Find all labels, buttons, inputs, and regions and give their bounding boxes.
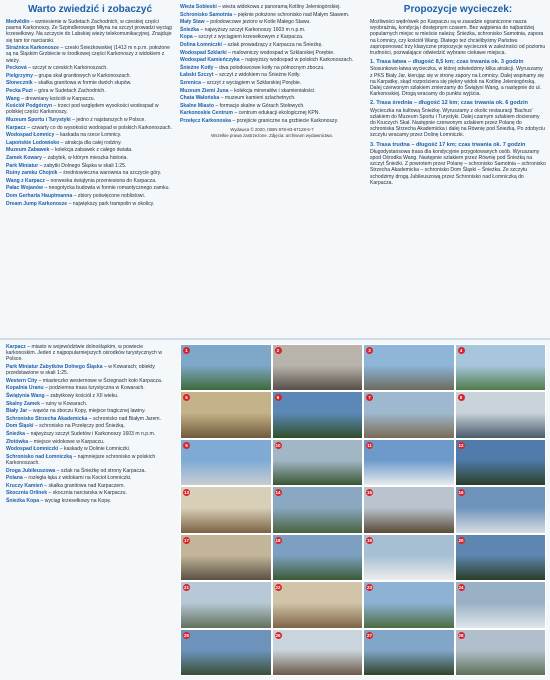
attraction-description: – szczyt w czeskich Karkonoszach. [28,65,108,72]
attraction-name: Strażnica Karkonosze [6,45,61,52]
attraction-name: Kościół Podgórzyn [6,103,54,110]
attraction-name: Karpacz [6,344,28,350]
attraction-photo [272,344,364,391]
photo-number-badge: 11 [367,442,372,448]
attraction-name: Złotówka [6,438,30,445]
attraction-photo [272,486,364,533]
attractions-column-1 [6,4,174,334]
attraction-description: – szczyt z wyciągiem krzesełkowym z Karpacza. [194,34,304,41]
attraction-item [180,57,364,63]
route-description: Długodystansowa trasa dla kondycyjnie przygotowanych osób. Wyruszamy spod Ośrodka Wang. Następnie szlakiem przez Równię pod Śnieżką na szczyt Śnieżki. Z powrotem przez Polanę – schronisko Samotnia – schronisko Strzecha Akademicka – schronisko Dom Śląski – Śnieżka. Ze szczytu schodzimy drogą Jubileuszową przez Schronisko nad Łomniczką do Karpacza. [370,148,546,186]
attraction-name: Kopalnia Uranu [6,385,46,392]
attraction-photo [455,629,547,676]
attraction-photo [272,534,364,581]
attraction-name: Wodospad Szklarki [180,49,229,56]
attraction-item [6,178,174,184]
attraction-photo [180,534,272,581]
photo-number-badge: 6 [275,394,282,401]
attraction-name: Skalny Zamek [6,400,42,407]
attraction-description: – góra w Sudetach Zachodnich. [34,87,106,94]
attraction-description: – najwyższy wodospad w polskich Karkonoszach. [241,57,354,64]
attraction-item [6,185,174,191]
attraction-photo [180,486,272,533]
attraction-photo [363,391,455,438]
attraction-item [6,431,174,437]
trip-intro: Możliwości wędrówek po Karpaczu są w zasadzie ograniczone nasza wyobraźnią, kondycją i dostępnym czasem. Bez wątpienia do najbardziej popularnych miejsc w mieście należą: Śnieżka, schronisko Samotnia, zapora na Łomnicy, czy kościół Wang. Dlatego też chcielibyśmy Państwu zaproponować trzy klasyczne propozycje wycieczek w zależności od poziomu trudności, pozwalające odwiedzić wybrane ciekawe miejsca. [370,19,546,57]
photo-grid [180,344,546,676]
attraction-photo [363,534,455,581]
attraction-name: Western City [6,377,39,384]
photo-number-badge: 4 [458,347,465,354]
attraction-description: – centrum edukacji ekologicznej KPN. [234,110,320,117]
attraction-name: Mały Staw [180,19,207,26]
attraction-photo [180,629,272,676]
attraction-description: – formacje skalne w Górach Stołowych. [215,102,305,109]
attraction-item [6,408,174,414]
attraction-name: Karkonoskie Centrum [180,110,235,117]
attraction-item [180,42,364,48]
attraction-photo [455,391,547,438]
attraction-description: – czwarty co do wysokości wodospad w polskich Karkonoszach. [27,124,172,131]
attraction-description: – trzeci pod względem wysokości wodospad w polskiej części Karkonoszy. [6,103,159,116]
attraction-description: – przejście graniczne na grzbiecie Karkonoszy. [232,117,339,124]
attraction-name: Biały Jar [6,408,29,415]
photo-number-badge: 25 [183,632,189,638]
attraction-description: – skocznia narciarska w Karpaczu. [48,490,127,497]
attraction-name: Chata Walońska [180,95,221,102]
photo-number-badge: 12 [458,442,464,448]
attraction-description: – kaskady w Dolinie Łomniczki. [59,446,131,453]
attraction-item [6,490,174,496]
attractions-heading: Warto zwiedzić i zobaczyć [27,4,153,15]
attraction-name: Wodospad Łomniczki [6,446,60,453]
attraction-description: – szczyt z wyciągiem w Szklarskiej Porębie. [202,79,302,86]
attraction-photo [455,486,547,533]
attraction-name: Pecková [6,65,29,72]
attraction-item [6,344,174,363]
attraction-item [6,498,174,504]
attraction-description: – zabytek, w którym mieszka historia. [43,154,128,161]
attraction-name: Dream Jump Karkonosze [6,200,69,207]
attraction-description: – ruiny w Kowarach. [41,400,88,407]
attraction-item [6,170,174,176]
publisher-footer [180,127,364,138]
attraction-item [6,475,174,481]
attraction-name: Pielgrzymy [6,72,35,79]
attraction-item [180,27,364,33]
attraction-photo [455,581,547,628]
attraction-item [6,423,174,429]
attraction-description: – miasteczko westernowe w Ściegnach koło Karpacza. [38,377,163,384]
attraction-name: Ruiny zamku Chojnik [6,170,59,177]
photo-number-badge: 26 [275,632,281,638]
photo-number-badge: 5 [183,394,190,401]
attraction-item [6,117,174,123]
attraction-name: Wang [6,95,22,102]
attractions-column-2 [180,4,364,334]
attraction-description: – polodowcowe jezioro w Kotle Małego Stawu. [206,19,311,26]
photo-number-badge: 22 [275,585,281,591]
attraction-photo [455,344,547,391]
attraction-description: – miejsce widokowe w Karpaczu. [29,438,105,445]
attraction-photo [180,581,272,628]
attraction-item [6,132,174,138]
attraction-photo [272,629,364,676]
photo-number-badge: 7 [366,394,373,401]
attraction-item [180,34,364,40]
attraction-item [6,364,174,376]
attraction-item [180,95,364,101]
photo-number-badge: 15 [366,490,372,496]
attraction-photo [363,439,455,486]
attraction-name: Muzeum Ziemi Juna [180,87,230,94]
attraction-description: – dwa polodowcowe kotły na północnym zboczu. [214,64,325,71]
attraction-description: – kaskada na rzece Łomnicy. [55,132,122,139]
attraction-photo [455,439,547,486]
attraction-description: – muzeum kamieni szlachetnych. [220,95,296,102]
photo-number-badge: 3 [366,347,373,354]
photo-number-badge: 10 [275,442,281,448]
photo-number-badge: 8 [458,394,465,401]
attraction-name: Wang z Karpacz [6,177,47,184]
attraction-description: – zbiory poświęcone noblistowi. [73,192,146,199]
attraction-photo [363,581,455,628]
attraction-item [6,163,174,169]
attraction-description: – kolekcja minerałów i skamieniałości. [229,87,316,94]
attraction-description: – schronisko na Przełęczy pod Śnieżką. [34,423,125,430]
attraction-photo [363,344,455,391]
route-title: 2. Trasa średnia – długość 12 km; czas trwania ok. 6 godzin [370,100,528,107]
attraction-name: Schronisko Strzecha Akademicka [6,415,89,422]
attraction-name: Szrenica [180,79,203,86]
attraction-description: – wąwóz na zboczu Kopy, miejsce tragicznej lawiny. [28,408,146,415]
attraction-item [180,19,364,25]
photo-number-badge: 27 [366,632,372,638]
attractions-column-4 [6,344,174,676]
attraction-description: – średniowieczna warownia na szczycie góry. [58,170,162,177]
attraction-item [6,19,174,44]
attraction-name: Pałac Wojanów [6,185,45,192]
attractions-list-continued [180,4,364,124]
attraction-photo [272,581,364,628]
photo-number-badge: 20 [458,537,464,543]
attraction-item [6,96,174,102]
attraction-photo [455,534,547,581]
attraction-photo [180,344,272,391]
attraction-description: – atrakcja dla całej rodziny. [60,139,122,146]
attraction-item [6,193,174,199]
attraction-name: Śnieżka Kopa [6,497,41,504]
attraction-description: – wyciąg krzesełkowy na Kopę. [40,497,112,504]
route-title: 1. Trasa łatwa – długość 8,5 km; czas trwania ok. 3 godzin [370,59,524,66]
attraction-name: Park Miniatur Zabytków Dolnego Śląska [6,364,104,370]
attraction-description: – schronisko nad Białym Jarem. [88,415,161,422]
attraction-item [6,88,174,94]
attraction-name: Zamek Kowary [6,154,44,161]
attraction-name: Muzeum Zabawek [6,147,51,154]
attraction-name: Dolina Łomniczki [180,41,224,48]
attraction-photo [180,391,272,438]
route-description: Wycieczka na kultową Śnieżkę. Wyruszamy z okolic restauracji 'Bachus' szlakiem do Muzeum Sportu i Turystyki. Dalej czarnym szlakiem docieramy do Kruczych Skał. Następnie czerwonym szlakiem przez Polanę do schroniska Strzecha Akademicka i dalej na Równię pod Śnieżką. Po zdobyciu szczytu wracamy przez Dolinę Łomniczki. [370,107,545,139]
attraction-description: – neogotycka budowla w formie romantycznego zamku. [44,185,170,192]
attraction-name: Pecka Puzi [6,87,35,94]
attraction-item [180,103,364,109]
attraction-photo [180,439,272,486]
photo-number-badge: 21 [183,585,189,591]
trip-proposals-heading: Propozycje wycieczek: [403,4,513,15]
attraction-photo [272,439,364,486]
attraction-description: – miasto w województwie dolnośląskim, w powiecie karkonoskim. Jeden z najpopularniejszych ośrodków turystycznych w Polsce. [6,344,162,363]
attraction-item [6,73,174,79]
photo-number-badge: 2 [275,347,282,354]
attraction-description: – grupa skał granitowych w Karkonoszach. [34,72,131,79]
attraction-item [6,201,174,207]
route-description: Stosunkowo łatwa wycieczka, w której odwiedzimy kilka atrakcji. Wyruszamy z PKS Biały Jar, kierując się w stronę zapory na Łomnicy. Dalej wspinamy się na Karpatkę, skąd rozpościera się piękny widok na Kotlinę Jeleniogórską. Dalej czerwonym szlakiem zmierzamy do Świątyni Wang, a następnie do ul. Karkonoskiej. Drogą wracamy do punktu wyjścia. [370,66,545,98]
attraction-item [6,385,174,391]
attraction-item [180,118,364,124]
attractions-list-lower [6,344,174,504]
attraction-name: Dom Śląski [6,423,35,430]
attraction-name: Park Miniatur [6,162,40,169]
attraction-item [6,45,174,64]
attraction-description: – najmniejsze schronisko w polskich Karkonoszach. [6,453,156,466]
attraction-item [6,80,174,86]
attraction-description: – największy park trampolin w okolicy. [68,200,155,207]
attraction-item [180,110,364,116]
attraction-description: – szlak prowadzący z Karpacza na Śnieżkę. [223,41,323,48]
attraction-name: Wodospad Kamieńczyka [180,57,242,64]
attraction-description: – drewniany kościół w Karpaczu. [21,95,95,102]
attraction-item [180,88,364,94]
attraction-item [6,103,174,115]
attraction-description: – malowniczy wodospad w Szklarskiej Porębie. [228,49,335,56]
attraction-name: Droga Jubileuszowa [6,467,57,474]
attraction-photo [363,486,455,533]
attraction-description: – jedno z najstarszych w Polsce. [72,116,146,123]
photo-number-badge: 18 [275,537,281,543]
attraction-name: Śnieżne Kotły [180,64,215,71]
attraction-photo [272,391,364,438]
attraction-item [6,446,174,452]
attraction-item [180,80,364,86]
attraction-name: Wodospad Łomnicy [6,132,56,139]
attractions-list [6,19,174,207]
attraction-description: – kolekcja zabawek z całego świata. [50,147,133,154]
routes-list [370,59,546,186]
attraction-item [6,454,174,466]
attraction-item [180,4,364,10]
attraction-item [180,50,364,56]
attraction-name: Schronisko Samotnia [180,11,234,18]
attraction-description: – podziemna trasa turystyczna w Kowarach. [45,385,145,392]
attraction-item [6,155,174,161]
attraction-name: Śnieżka [180,26,201,33]
photo-number-badge: 28 [458,632,464,638]
attraction-item [6,439,174,445]
attraction-item [6,401,174,407]
trip-proposals-column [370,4,546,334]
attraction-item [6,125,174,131]
attraction-item [6,378,174,384]
photo-number-badge: 16 [458,490,464,496]
attraction-description: – rozległa łąka z widokami na Kocioł Łomniczki. [24,475,132,482]
attraction-description: – czeski Śnieżkowskiej (1413 m n.p.m. położone są na Śląskim Grzbiecie w środkowej części Karkonoszy z widokiem z wieży. [6,45,170,64]
attraction-description: – norweska świątynia przeniesiona do Karpacza. [46,177,157,184]
attraction-item [6,393,174,399]
attraction-description: – pięknie położone schronisko nad Małym Stawem. [233,11,350,18]
attraction-item [180,65,364,71]
attraction-photo [363,629,455,676]
attraction-description: – wieża widokowa z panoramą Kotliny Jeleniogórskiej. [218,4,341,10]
attraction-name: Schronisko nad Łomniczką [6,453,74,460]
attraction-name: Wieża Sobieski [180,4,219,10]
attraction-item [180,12,364,18]
attraction-name: Skalne Miasto [180,102,216,109]
photo-number-badge: 24 [458,585,464,591]
attraction-description: – zabytkowy kościół z XII wieku. [46,392,119,399]
attraction-description: – szczyt z widokiem na Śnieżne Kotły. [214,72,301,79]
attraction-name: Kopa [180,34,195,41]
attraction-description: – najwyższy szczyt Sudetów i Karkonoszy 1603 m n.p.m. [26,430,156,437]
photo-number-badge: 19 [366,537,372,543]
attraction-item [6,65,174,71]
footer-line: Wydawca © 2020, ISBN 978-83-67128-6-7 [230,127,314,133]
attraction-name: Łabski Szczyt [180,72,215,79]
attraction-item [6,468,174,474]
attraction-name: Świątynia Wang [6,392,47,399]
photo-number-badge: 9 [183,442,190,449]
photo-number-badge: 14 [275,490,281,496]
attraction-description: – zabytki Dolnego Śląska w skali 1:25. [39,162,127,169]
attraction-name: Medvědín [6,19,31,25]
attraction-name: Muzeum Sportu i Turystyki [6,116,73,123]
attraction-description: – w Kowarach; obiekty przedstawione w skali 1:25. [6,364,155,377]
attraction-name: Dom Gerharta Hauptmanna [6,192,74,199]
attraction-item [6,140,174,146]
attraction-item [6,147,174,153]
attraction-name: Karpacz [6,124,28,131]
attraction-name: Polana [6,475,25,482]
photo-number-badge: 23 [366,585,372,591]
attraction-description: – wzniesienie w Sudetach Zachodnich, w czeskiej części pasma Karkonoszy. Ze Szpindlerowego Młyna na szczyt prowadzi wyciąg krzesełkowy. Na szczycie do Labskiej wieży telekomunikacyjnej. Znajduje się tam tor narciarski. [6,19,172,44]
attraction-description: – szlak na Śnieżkę od strony Karpacza. [56,467,146,474]
attraction-name: Śnieżka [6,430,27,437]
attraction-item [6,416,174,422]
attraction-item [6,483,174,489]
attraction-description: – skałka granitowa w formie dwóch słupów. [34,80,132,87]
attraction-name: Słonecznik [6,80,35,87]
footer-line: Wszelkie prawa zastrzeżone. Zdjęcia: archiwum wydawnictwa. [211,132,333,138]
route-title: 3. Trasa trudna – długość 17 km; czas trwania ok. 7 godzin [370,141,526,148]
attraction-name: Lapońskie Lodowisko [6,139,61,146]
attraction-description: – skałka granitowa nad Karpaczem. [44,482,125,489]
attraction-name: Skocznia Orlinek [6,490,49,497]
attraction-description: – najwyższy szczyt Karkonoszy 1603 m n.p.m. [200,26,306,33]
photo-number-badge: 13 [183,490,189,496]
attraction-name: Kruczy Kamień [6,482,45,489]
photo-number-badge: 1 [183,347,190,354]
attraction-name: Przełęcz Karkonoska [180,117,233,124]
section-divider [0,338,550,340]
attraction-item [180,72,364,78]
photo-number-badge: 17 [183,537,189,543]
